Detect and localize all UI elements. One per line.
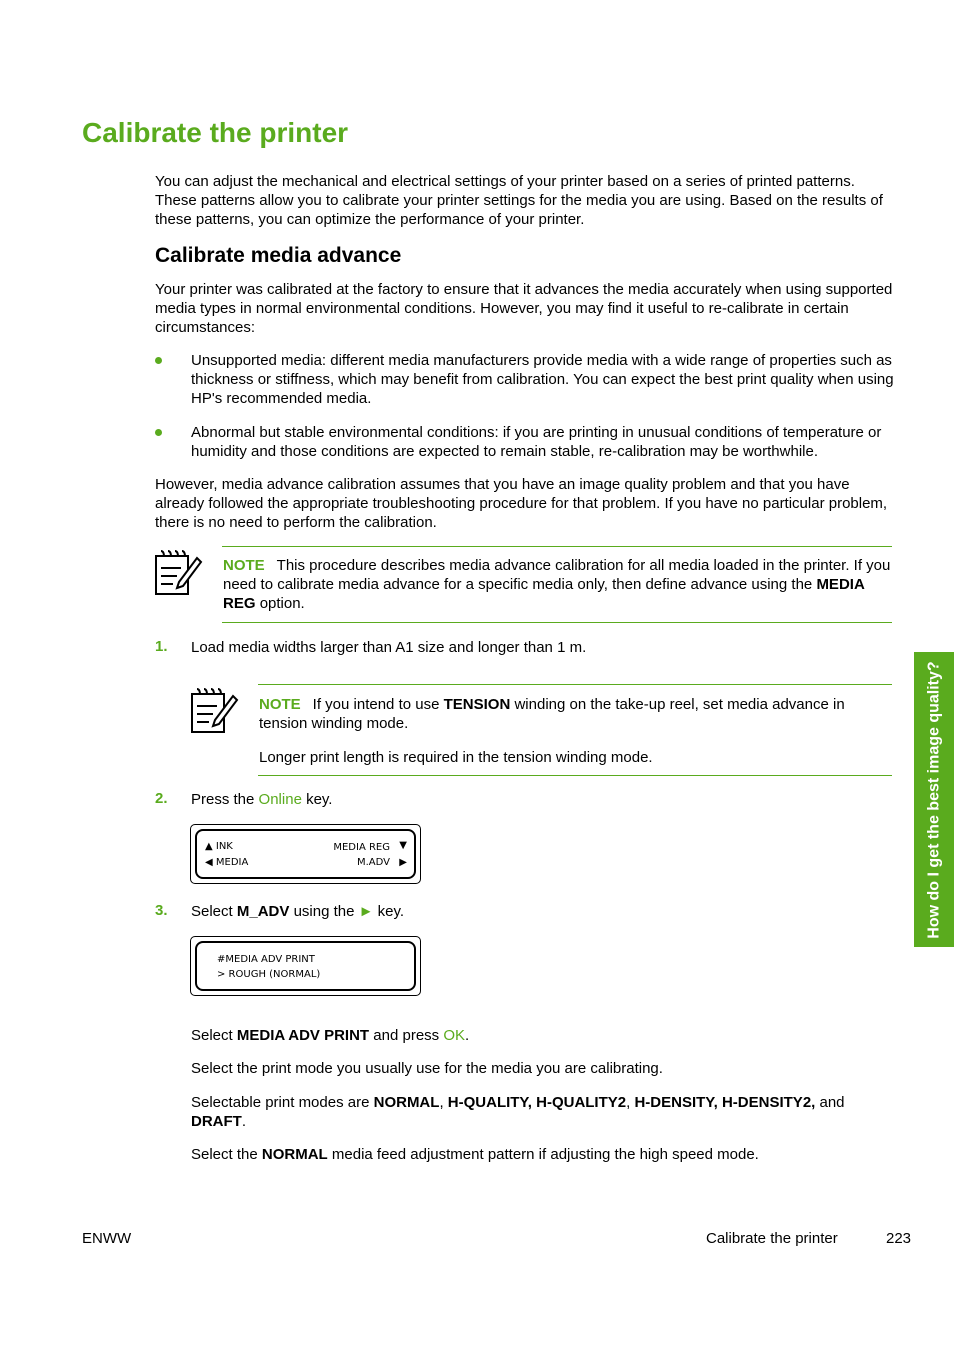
step-2-before: Press the	[191, 791, 255, 808]
note-top-rule	[258, 684, 892, 685]
p4-before: Select the	[191, 1146, 258, 1163]
lcd-top-left: ▲ INK	[205, 841, 233, 852]
note-label: NOTE	[259, 696, 301, 713]
p3-and: and	[819, 1094, 845, 1111]
note-1	[223, 556, 895, 613]
p3-sep: ,	[439, 1094, 444, 1111]
note-text: This procedure describes media advance calibration for all media loaded in the printer. If you need to calibrate media advance for a specific media only, then define advance using the	[223, 557, 891, 593]
step-2-text	[191, 790, 895, 809]
footer-section: Calibrate the printer	[706, 1230, 838, 1247]
note-pad-icon	[153, 548, 203, 598]
section-title: Calibrate media advance	[155, 244, 402, 267]
note-bold: MEDIA REG	[223, 576, 865, 612]
bullet-dot	[155, 357, 162, 364]
select-media-adv-print	[191, 1026, 895, 1045]
page-title: Calibrate the printer	[82, 117, 349, 148]
step-number: 3.	[155, 902, 168, 919]
step-3-bold: M_ADV	[236, 903, 290, 920]
intro-paragraph: You can adjust the mechanical and electrical settings of your printer based on a series of printed patterns. These patterns allow you to calibrate your printer settings for the media you are using. Based on the results of these patterns, you can optimize the performance of your printer.	[155, 173, 883, 228]
note-bold: TENSION	[443, 696, 511, 713]
note-bottom-rule	[258, 775, 892, 776]
list-item: Abnormal but stable environmental conditions: if you are printing in unusual conditions of temperature or humidity and those conditions are expected to remain stable, re-calibration may be worthwhile.	[191, 424, 882, 460]
note-bottom-rule	[222, 622, 892, 623]
step-2-after: key.	[306, 791, 333, 808]
select-print-mode: Select the print mode you usually use for the media you are calibrating.	[191, 1060, 663, 1077]
p1-bold: MEDIA ADV PRINT	[236, 1027, 370, 1044]
p1-before: Select	[191, 1027, 233, 1044]
bullet-dot	[155, 429, 162, 436]
side-chapter-tab	[914, 652, 954, 947]
selectable-modes	[191, 1093, 895, 1131]
note-label: NOTE	[223, 557, 265, 574]
step-3-mid: using the	[293, 903, 355, 920]
lcd-bottom-right: M.ADV	[356, 857, 390, 868]
step-number: 1.	[155, 638, 168, 655]
step-1-text: Load media widths larger than A1 size and longer than 1 m.	[191, 639, 587, 656]
list-item: Unsupported media: different media manufacturers provide media with a wide range of properties such as thickness or stiffness, which may benefit from calibration. You can expect the best print quality when using HP's recommended media.	[191, 352, 894, 407]
section-intro: Your printer was calibrated at the factory to ensure that it advances the media accurately when using supported media types in normal environmental conditions. However, you may find it useful to re-calibrate in certain circumstances:	[155, 281, 893, 336]
step-3-after: key.	[377, 903, 405, 920]
p1-mid: and press	[373, 1027, 440, 1044]
right-arrow-key-icon: ►	[358, 903, 374, 920]
ok-key-label: OK	[443, 1027, 466, 1044]
right-arrow-icon: ▶	[399, 857, 407, 868]
step-number: 2.	[155, 790, 168, 807]
p4-after: media feed adjustment pattern if adjusting the high speed mode.	[331, 1146, 759, 1163]
note-text: If you intend to use	[312, 696, 440, 713]
side-tab-label: How do I get the best image quality?	[925, 660, 943, 939]
p3-end: .	[241, 1113, 246, 1130]
lcd-screen	[195, 829, 416, 879]
lcd-line-2: > ROUGH (NORMAL)	[217, 969, 321, 980]
lcd-screen	[195, 941, 416, 991]
note-2	[259, 695, 895, 733]
however-paragraph: However, media advance calibration assumes that you have an image quality problem and that you have already followed the appropriate troubleshooting procedure for that problem. If you have no particular problem, there is no need to perform the calibration.	[155, 476, 888, 531]
mode-h-quality: H-QUALITY, H-QUALITY2	[447, 1094, 627, 1111]
note-top-rule	[222, 546, 892, 547]
down-arrow-icon: ▼	[399, 840, 407, 851]
online-key-label: Online	[258, 791, 302, 808]
footer-left: ENWW	[82, 1230, 132, 1247]
mode-h-density: H-DENSITY, H-DENSITY2,	[634, 1094, 816, 1111]
note-text-end: option.	[259, 595, 305, 612]
lcd-bottom-left: ◀ MEDIA	[205, 857, 249, 868]
select-normal-pattern	[191, 1145, 895, 1164]
page-number: 223	[886, 1230, 912, 1247]
p3-sep: ,	[626, 1094, 631, 1111]
lcd-display-menu	[190, 824, 421, 884]
lcd-display-media-adv	[190, 936, 421, 996]
step-3-before: Select	[191, 903, 233, 920]
p3-before: Selectable print modes are	[191, 1094, 370, 1111]
note-2-extra: Longer print length is required in the tension winding mode.	[259, 749, 653, 766]
p4-bold: NORMAL	[261, 1146, 328, 1163]
note-text-end: winding on the take-up reel, set media advance in tension winding mode.	[259, 696, 845, 732]
step-3-text	[191, 902, 895, 921]
mode-normal: NORMAL	[373, 1094, 440, 1111]
p1-end: .	[465, 1027, 470, 1044]
mode-draft: DRAFT	[191, 1113, 242, 1130]
lcd-top-right: MEDIA REG	[333, 842, 390, 853]
lcd-line-1: #MEDIA ADV PRINT	[217, 954, 315, 965]
note-pad-icon	[189, 686, 239, 736]
